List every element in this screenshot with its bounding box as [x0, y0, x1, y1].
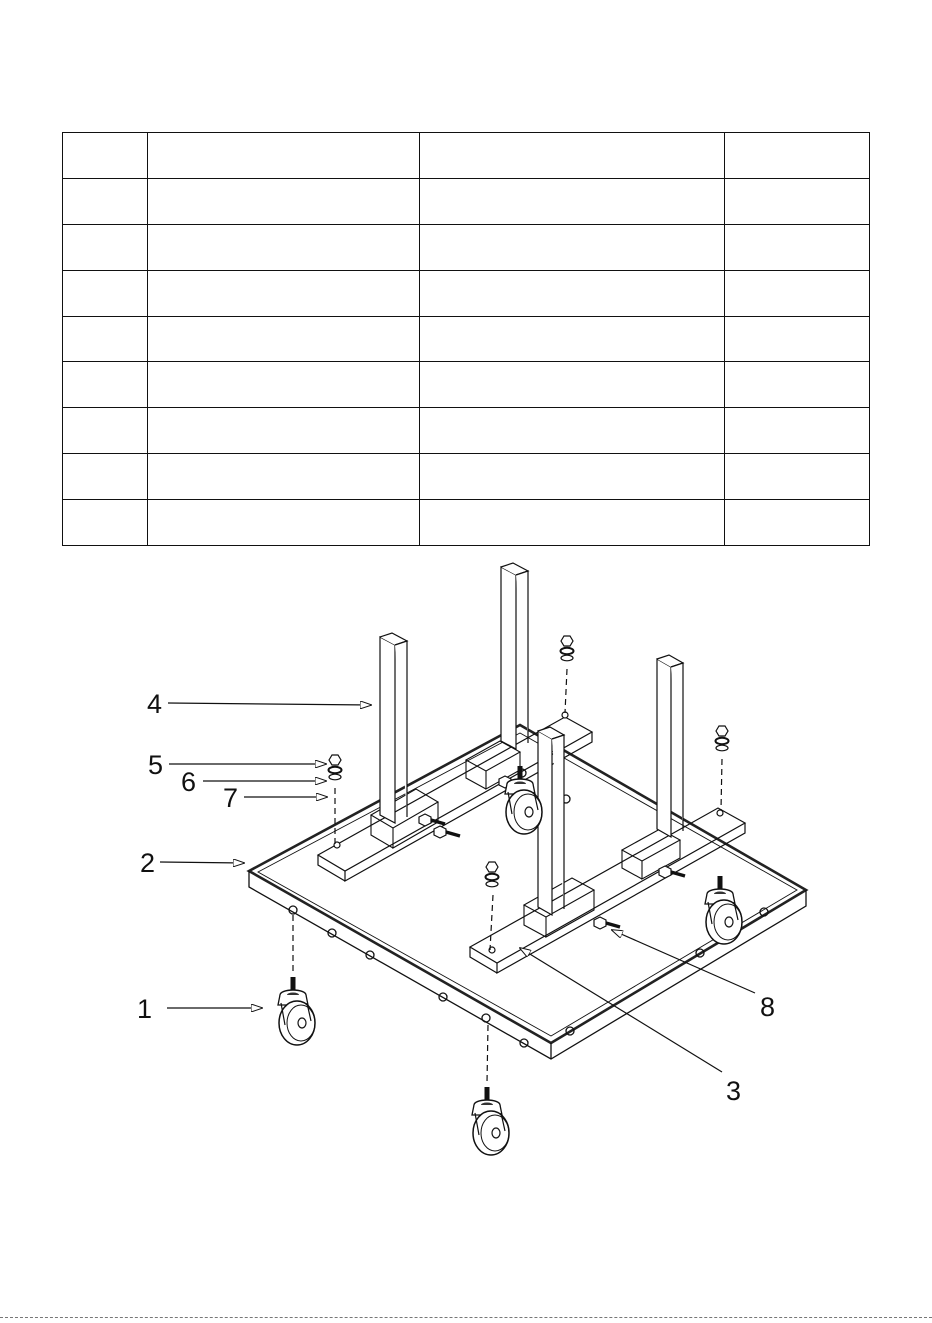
- table-cell: [63, 500, 148, 546]
- table-cell: [148, 454, 420, 500]
- callout-1: 1: [137, 994, 153, 1024]
- uprights: [380, 563, 683, 915]
- table-row: [63, 270, 870, 316]
- table-cell: [420, 408, 725, 454]
- table-cell: [725, 500, 870, 546]
- table-cell: [63, 133, 148, 179]
- table-cell: [420, 270, 725, 316]
- parts-table: [62, 132, 870, 546]
- table-cell: [725, 178, 870, 224]
- callout-2: 2: [140, 848, 156, 878]
- table-cell: [148, 362, 420, 408]
- table-row: [63, 224, 870, 270]
- table-cell: [63, 224, 148, 270]
- callout-4: 4: [147, 689, 163, 719]
- table-cell: [148, 178, 420, 224]
- callout-8: 8: [760, 992, 776, 1022]
- table-cell: [420, 454, 725, 500]
- table-cell: [725, 224, 870, 270]
- table-cell: [725, 133, 870, 179]
- callout-7: 7: [223, 783, 239, 813]
- table-row: [63, 133, 870, 179]
- table-cell: [148, 133, 420, 179]
- table-cell: [420, 316, 725, 362]
- callout-5: 5: [148, 750, 164, 780]
- table-row: [63, 316, 870, 362]
- callout-3: 3: [726, 1076, 742, 1106]
- assembly-diagram: [0, 545, 932, 1317]
- table-cell: [420, 500, 725, 546]
- footer-rule: [0, 1317, 932, 1318]
- table-cell: [148, 408, 420, 454]
- table-row: [63, 178, 870, 224]
- table-cell: [148, 500, 420, 546]
- table-row: [63, 408, 870, 454]
- callout-6: 6: [181, 767, 197, 797]
- table-cell: [63, 362, 148, 408]
- table-cell: [148, 224, 420, 270]
- table-cell: [725, 316, 870, 362]
- table-cell: [725, 270, 870, 316]
- table-row: [63, 500, 870, 546]
- table-cell: [63, 316, 148, 362]
- table-cell: [725, 362, 870, 408]
- table-cell: [63, 408, 148, 454]
- table-cell: [63, 178, 148, 224]
- table-cell: [725, 408, 870, 454]
- table-cell: [63, 270, 148, 316]
- table-row: [63, 362, 870, 408]
- table-cell: [148, 270, 420, 316]
- table-cell: [63, 454, 148, 500]
- table-row: [63, 454, 870, 500]
- table-cell: [148, 316, 420, 362]
- table-cell: [420, 362, 725, 408]
- table-cell: [420, 133, 725, 179]
- table-cell: [725, 454, 870, 500]
- table-cell: [420, 224, 725, 270]
- table-cell: [420, 178, 725, 224]
